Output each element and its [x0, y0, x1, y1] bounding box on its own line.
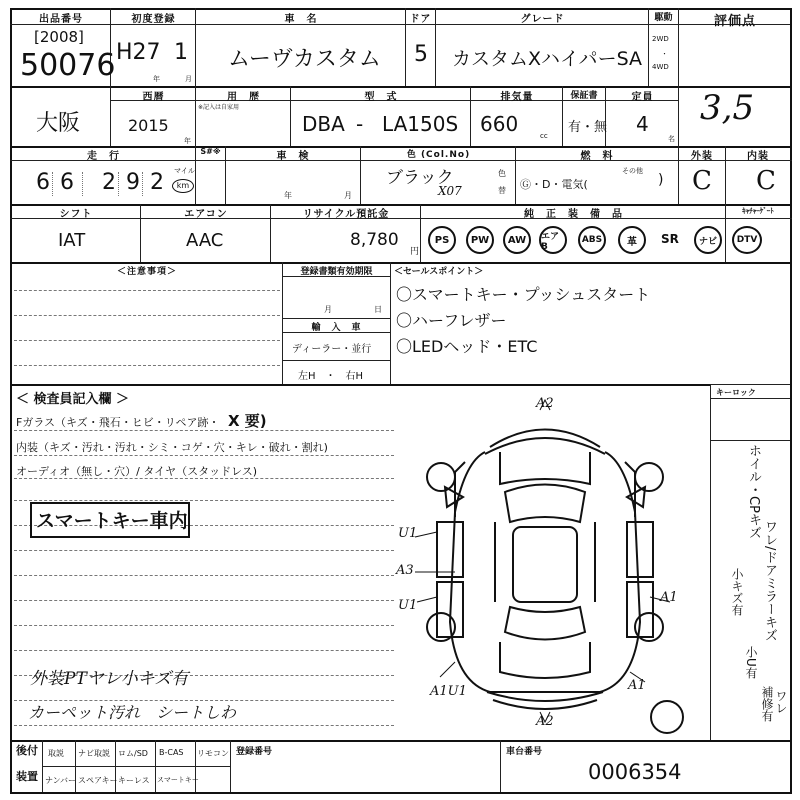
- model-code: LA150S: [382, 112, 459, 136]
- displacement-header: 排気量: [500, 92, 534, 103]
- recycle-unit: 円: [410, 247, 420, 257]
- right-note-small-scratch: 小キズ有: [730, 568, 744, 616]
- color-label-1: 色: [498, 169, 506, 178]
- import-header: 輸 入 車: [311, 323, 362, 333]
- warranty-value: 有・無: [568, 120, 608, 135]
- drive-4wd: 4WD: [652, 63, 669, 71]
- retrofit-label-1: 後付: [16, 744, 38, 757]
- reg-doc-header: 登録書類有効期限: [300, 267, 373, 277]
- mileage-unit-km: km: [172, 179, 194, 193]
- aircon-header: エアコン: [184, 209, 228, 220]
- inspector-glass: Fガラス（キズ・飛石・ヒビ・リペア跡・: [16, 416, 220, 429]
- equip-abs-circle: ABS: [578, 226, 606, 254]
- history-note: ※記入は自家用: [198, 104, 240, 111]
- bottom-remote: リモコン: [197, 749, 229, 758]
- color-name: ブラック: [386, 168, 454, 188]
- drive-separator: ・: [661, 50, 668, 58]
- handwritten-exterior-note: 外装PTヤレ小キズ有: [30, 669, 189, 689]
- fuel-close-paren: ): [658, 172, 664, 188]
- key-lock-header: キーロック: [716, 388, 756, 397]
- first-reg-header: 初度登録: [131, 14, 176, 25]
- grade-value: カスタムXハイパーSA: [452, 48, 643, 70]
- sales-points-header: ＜セールスポイント＞: [394, 267, 484, 277]
- fuel-other-label: その他: [622, 167, 643, 175]
- equip-leather-circle: 革: [618, 226, 646, 254]
- bottom-plate: ナンバー: [45, 776, 77, 785]
- right-note-repaired: 補修有: [760, 686, 774, 722]
- reg-no-header: 登録番号: [236, 747, 273, 757]
- lot-no-header: 出品番号: [39, 14, 83, 25]
- car-name: ムーヴカスタム: [228, 47, 381, 72]
- recycle-value: 8,780: [350, 230, 399, 250]
- western-year-unit: 年: [184, 137, 191, 145]
- mileage-unit-miles: マイル: [174, 167, 195, 175]
- reg-doc-month: 月: [324, 305, 332, 314]
- inspection-year-unit: 年: [284, 191, 292, 200]
- mileage-digit-3: 2: [102, 170, 116, 195]
- inspector-header: ＜ 検査員記入欄 ＞: [16, 392, 130, 407]
- lot-year-tag: [2008]: [34, 28, 84, 46]
- bottom-keyless: キーレス: [118, 776, 150, 785]
- bottom-spare-key: スペアキー: [78, 776, 118, 785]
- history-header: 用 歴: [227, 92, 260, 103]
- capacity-unit: 名: [668, 135, 675, 143]
- displacement-unit: cc: [540, 132, 548, 140]
- first-reg-era: H27: [116, 40, 161, 65]
- bottom-navi-manual: ナビ取説: [78, 749, 110, 758]
- door-header: ドア: [409, 14, 432, 25]
- bottom-rom-sd: ロム/SD: [118, 749, 148, 758]
- shift-header: シフト: [59, 209, 93, 220]
- first-reg-year-unit: 年: [153, 75, 160, 83]
- right-note-crack: ワレ: [774, 690, 788, 714]
- sales-point-1: 〇スマートキー・プッシュスタート: [396, 285, 651, 304]
- equip-sunroof: SR: [661, 232, 679, 246]
- equipment-header: 純 正 装 備 品: [524, 209, 623, 220]
- mark-a3-left: A3: [396, 563, 414, 578]
- notes-header: ＜注意事項＞: [116, 267, 177, 277]
- capacity-header: 定員: [631, 92, 654, 103]
- right-note-mirror: ワレ/ドアミラーキズ: [762, 520, 777, 642]
- mileage-digit-5: 2: [150, 170, 164, 195]
- western-year: 2015: [128, 116, 169, 135]
- first-reg-month: 1: [174, 40, 188, 65]
- first-reg-month-unit: 月: [185, 75, 192, 83]
- model-dash: -: [356, 112, 364, 136]
- catcher-header: ｷｬﾁｬｰｹﾞｰﾄ: [742, 207, 774, 215]
- warranty-header: 保証書: [570, 91, 598, 101]
- score-header: 評価点: [713, 14, 756, 29]
- mileage-digit-2: 6: [60, 170, 74, 195]
- mark-a2-rear: A2: [536, 714, 554, 729]
- equip-airbag-circle: エアB: [539, 226, 567, 254]
- handwritten-smart-key: スマートキー車内: [36, 510, 188, 532]
- bottom-smart-key: スマートキー: [157, 776, 199, 784]
- retrofit-label-2: 装置: [16, 770, 38, 783]
- equip-navi-circle: ナビ: [694, 226, 722, 254]
- drive-header: 駆動: [654, 13, 673, 23]
- sales-point-2: 〇ハーフレザー: [396, 311, 507, 330]
- fuel-options: Ⓖ・D・電気(: [520, 178, 588, 191]
- handwritten-carpet-note: カーペット汚れ シートしわ: [28, 703, 237, 722]
- reg-doc-day: 日: [374, 305, 382, 314]
- displacement-value: 660: [480, 112, 519, 136]
- equip-dtv-circle: DTV: [732, 226, 762, 254]
- inspector-interior: 内装（キズ・汚れ・汚れ・シミ・コゲ・穴・キレ・破れ・割れ): [16, 441, 328, 454]
- equip-pw-circle: PW: [466, 226, 494, 254]
- right-note-small-u: 小U有: [744, 646, 758, 679]
- recycle-header: リサイクル預託金: [302, 209, 390, 220]
- interior-header: 内装: [747, 151, 769, 162]
- score-handwritten: 3,5: [700, 88, 755, 128]
- inspection-month-unit: 月: [344, 191, 352, 200]
- color-code: X07: [438, 184, 462, 198]
- western-year-header: 西暦: [142, 92, 165, 103]
- mileage-header: 走 行: [87, 151, 120, 162]
- sales-point-3: 〇LEDヘッド・ETC: [396, 337, 538, 356]
- grade-header: グレード: [520, 14, 565, 25]
- exterior-grade: C: [692, 166, 712, 196]
- right-note-wheel: ホイル・CPキズ: [746, 444, 761, 539]
- inspection-header: 車 検: [276, 151, 310, 162]
- mark-u1-left-rear: U1: [398, 598, 418, 613]
- car-name-header: 車 名: [284, 14, 318, 25]
- model-prefix: DBA: [302, 112, 345, 136]
- location: 大阪: [36, 111, 81, 136]
- import-type: ディーラー・並行: [292, 344, 372, 355]
- interior-grade: C: [756, 166, 776, 196]
- lot-number: 50076: [20, 48, 116, 83]
- drive-2wd: 2WD: [652, 35, 669, 43]
- mileage-digit-4: 9: [126, 170, 140, 195]
- equip-aw-circle: AW: [503, 226, 531, 254]
- mark-u1-left-front: U1: [398, 526, 418, 541]
- model-header: 型 式: [364, 92, 398, 103]
- shift-value: IAT: [58, 230, 86, 251]
- fuel-header: 燃 料: [580, 151, 614, 162]
- exterior-header: 外装: [691, 151, 713, 162]
- import-steering: 左H ・ 右H: [298, 371, 364, 382]
- mark-a1-right: A1: [660, 590, 678, 605]
- chassis-no-header: 車台番号: [506, 747, 543, 757]
- color-header: 色 (Col.No): [406, 150, 471, 160]
- bottom-manual: 取説: [48, 749, 64, 758]
- equip-ps-circle: PS: [428, 226, 456, 254]
- chassis-no-value: 0006354: [588, 760, 682, 784]
- color-label-2: 替: [498, 186, 506, 195]
- sno-header: S#※: [200, 147, 221, 156]
- mark-a1u1-rear-left: A1U1: [430, 684, 467, 699]
- bottom-bcas: B-CAS: [159, 748, 184, 757]
- doors-value: 5: [414, 42, 428, 67]
- capacity-value: 4: [636, 112, 649, 136]
- inspector-audio-tire: オーディオ（無し・穴）/ タイヤ（スタッドレス): [16, 465, 258, 478]
- mark-a2-front: A2: [536, 396, 554, 411]
- mileage-digit-1: 6: [36, 170, 50, 195]
- aircon-value: AAC: [186, 230, 224, 251]
- inspector-glass-mark: X 要): [228, 412, 267, 430]
- mark-a1-rear-right: A1: [628, 678, 646, 693]
